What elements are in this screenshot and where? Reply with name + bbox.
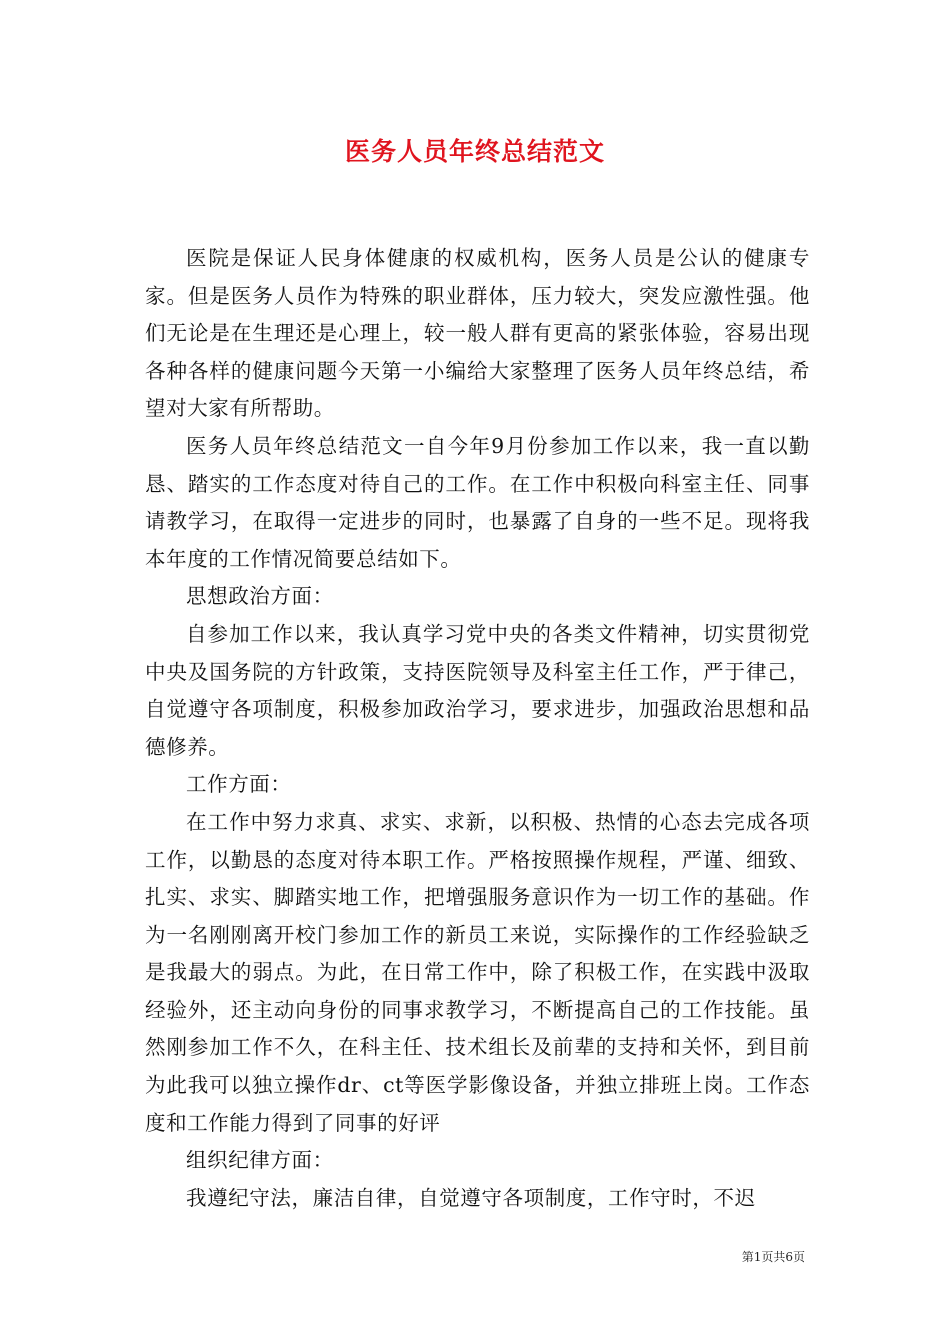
- page-title: 医务人员年终总结范文: [344, 137, 605, 166]
- paragraph-intro: 医院是保证人民身体健康的权威机构，医务人员是公认的健康专家。但是医务人员作为特殊的职业群体，压力较大，突发应激性强。他们无论是在生理还是心理上，较一般人群有更高的紧张体验，容易出现各种各样的健康问题今天第一小编给大家整理了医务人员年终总结，希望对大家有所帮助。: [145, 246, 810, 421]
- paragraph-political: 自参加工作以来，我认真学习党中央的各类文件精神，切实贯彻党中央及国务院的方针政策，支持医院领导及科室主任工作，严于律己，自觉遵守各项制度，积极参加政治学习，要求进步，加强政治思想和品德修养。: [145, 621, 810, 759]
- section-heading-political: 思想政治方面：: [186, 584, 334, 609]
- section-heading-discipline: 组织纪律方面：: [186, 1148, 334, 1173]
- page-number: 第1页共6页: [741, 1250, 805, 1264]
- paragraph-summary-opening: 医务人员年终总结范文一自今年9月份参加工作以来，我一直以勤恳、踏实的工作态度对待自己的工作。在工作中积极向科室主任、同事请教学习，在取得一定进步的同时，也暴露了自身的一些不足。现将我本年度的工作情况简要总结如下。: [145, 433, 810, 571]
- paragraph-discipline: 我遵纪守法，廉洁自律，自觉遵守各项制度，工作守时，不迟: [186, 1185, 756, 1210]
- paragraph-work: 在工作中努力求真、求实、求新，以积极、热情的心态去完成各项工作，以勤恳的态度对待本职工作。严格按照操作规程，严谨、细致、扎实、求实、脚踏实地工作，把增强服务意识作为一切工作的基础。作为一名刚刚离开校门参加工作的新员工来说，实际操作的工作经验缺乏是我最大的弱点。为此，在日常工作中，除了积极工作，在实践中汲取经验外，还主动向身份的同事求教学习，不断提高自己的工作技能。虽然刚参加工作不久，在科主任、技术组长及前辈的支持和关怀，到目前为此我可以独立操作dr、ct等医学影像设备，并独立排班上岗。工作态度和工作能力得到了同事的好评: [145, 809, 810, 1135]
- document-body: [145, 240, 810, 1217]
- section-heading-work: 工作方面：: [186, 772, 292, 797]
